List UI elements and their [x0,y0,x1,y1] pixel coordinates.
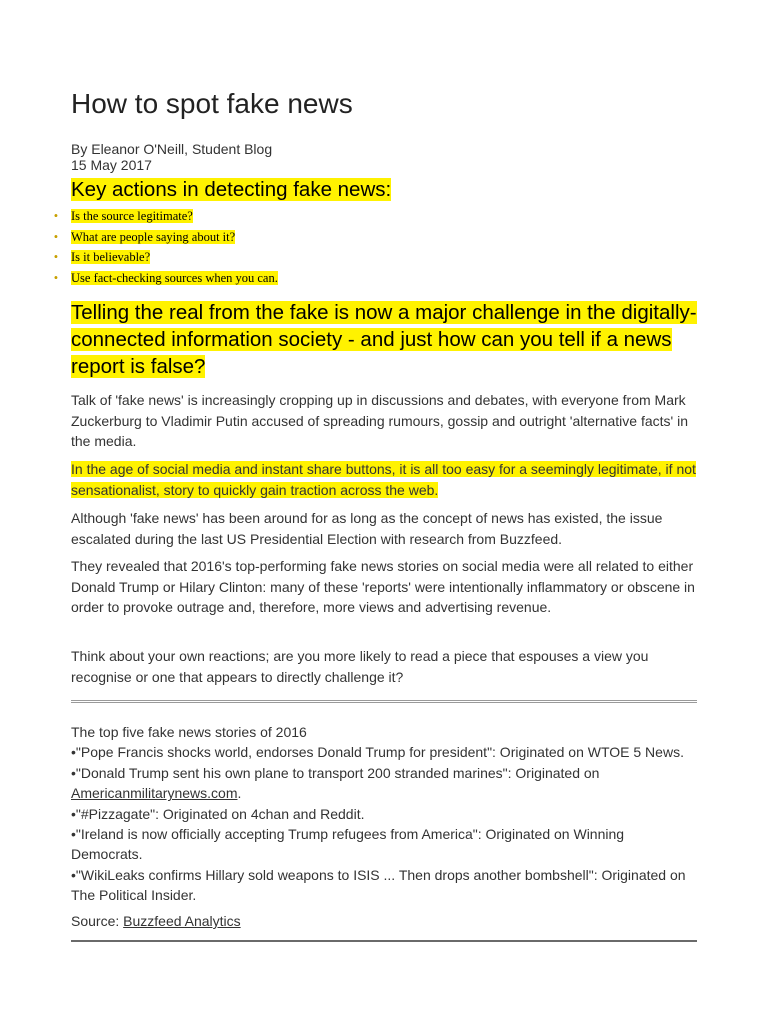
highlighted-paragraph: In the age of social media and instant share buttons, it is all too easy for a seemingly legitimate, if not sensationalist, story to quickly gain traction across the web. [71,461,696,498]
bullet-icon: • [53,250,59,264]
paragraph: Talk of 'fake news' is increasingly cropping up in discussions and debates, with everyone from Mark Zuckerburg to Vladimir Putin accused of spreading rumours, gossip and outright 'alternative facts' in the media. [71,392,688,449]
americanmilitarynews-link[interactable]: Americanmilitarynews.com [71,785,238,802]
publish-date: 15 May 2017 [71,157,152,173]
article-meta [71,141,272,173]
bullet-icon: • [53,229,59,244]
stories-heading: The top five fake news stories of 2016 [71,724,307,740]
bullet-icon: • [53,270,59,285]
section-divider [71,700,697,703]
list-item: • Is the source legitimate? [51,206,278,227]
key-actions-heading [71,178,391,202]
list-item: •"Donald Trump sent his own plane to transport 200 stranded marines": Originated on Americanmilitarynews.com. [71,764,600,802]
footer-divider [71,940,697,942]
buzzfeed-analytics-link[interactable]: Buzzfeed Analytics [123,913,241,929]
list-item: •"#Pizzagate": Originated on 4chan and Reddit. [71,805,365,822]
list-item: •"Ireland is now officially accepting Trump refugees from America": Originated on Winning Democrats. [71,826,625,863]
list-item: • What are people saying about it? [51,227,278,248]
intro-standfirst: Telling the real from the fake is now a major challenge in the digitally-connected information society - and just how can you tell if a news report is false? [71,301,697,378]
source-line: Source: Buzzfeed Analytics [71,913,241,929]
key-actions-list [51,206,278,288]
list-item: •"Pope Francis shocks world, endorses Donald Trump for president": Originated on WTOE 5 News. [71,744,684,761]
byline: By Eleanor O'Neill, Student Blog [71,141,273,157]
list-item: • Use fact-checking sources when you can. [51,268,278,289]
page-title: How to spot fake news [71,88,353,119]
key-actions-heading-text: Key actions in detecting fake news: [71,178,392,201]
list-item: • Is it believable? [51,247,278,268]
top-stories-list [71,722,699,906]
paragraph: Think about your own reactions; are you more likely to read a piece that espouses a view you recognise or one that appears to directly challenge it? [71,648,649,685]
paragraph: Although 'fake news' has been around for as long as the concept of news has existed, the issue escalated during the last US Presidential Election with research from Buzzfeed. [71,510,663,547]
paragraph: They revealed that 2016's top-performing fake news stories on social media were all related to either Donald Trump or Hilary Clinton: many of these 'reports' were intentionally inflammatory or obscene in order to provoke outrage and, therefore, more views and advertising revenue. [71,558,695,615]
list-item: •"WikiLeaks confirms Hillary sold weapons to ISIS ... Then drops another bombshell": Originated on The Political Insider. [71,866,686,904]
bullet-icon: • [53,209,59,223]
